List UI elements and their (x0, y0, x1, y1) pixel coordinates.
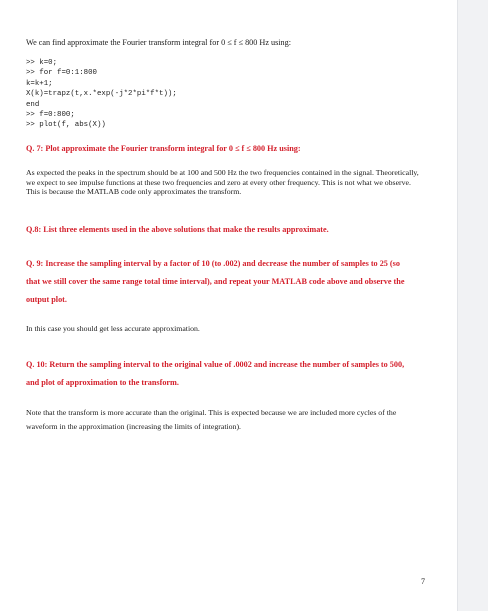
answer-9: In this case you should get less accurate approximation. (26, 324, 200, 333)
question-7: Q. 7: Plot approximate the Fourier transform integral for 0 ≤ f ≤ 800 Hz using: (26, 144, 301, 153)
code-line: k=k+1; (26, 79, 53, 88)
intro-text: We can find approximate the Fourier transform integral for 0 ≤ f ≤ 800 Hz using: (26, 38, 292, 47)
viewer-sidebar (457, 0, 488, 611)
answer-7: As expected the peaks in the spectrum should be at 100 and 500 Hz the two frequencies contained in the signal. Theoretically, we expect to see impulse functions at these two frequencies and zero at every other frequency. This is not what we observe. This is because the MATLAB code only approximates the transform. (26, 168, 419, 197)
code-line: >> f=0:800; (26, 111, 75, 120)
code-line: >> for f=0:1:800 (26, 69, 97, 78)
question-8: Q.8: List three elements used in the above solutions that make the results approximate. (26, 225, 329, 234)
answer-10: Note that the transform is more accurate than the original. This is expected because we are included more cycles of the waveform in the approximation (increasing the limits of integration). (26, 408, 397, 431)
question-9: Q. 9: Increase the sampling interval by a factor of 10 (to .002) and decrease the number of samples to 25 (so that we still cover the same range total time interval), and repeat your MATLAB code above and observe the output plot. (26, 259, 405, 304)
code-line: X(k)=trapz(t,x.*exp(-j*2*pi*f*t)); (26, 90, 177, 99)
code-line: end (26, 100, 40, 109)
code-line: >> plot(f, abs(X)) (26, 121, 106, 130)
code-line: >> k=0; (26, 59, 58, 67)
matlab-code-block (26, 58, 177, 131)
page-number: 7 (421, 577, 425, 586)
question-10: Q. 10: Return the sampling interval to the original value of .0002 and increase the number of samples to 500, and plot of approximation to the transform. (26, 360, 405, 387)
